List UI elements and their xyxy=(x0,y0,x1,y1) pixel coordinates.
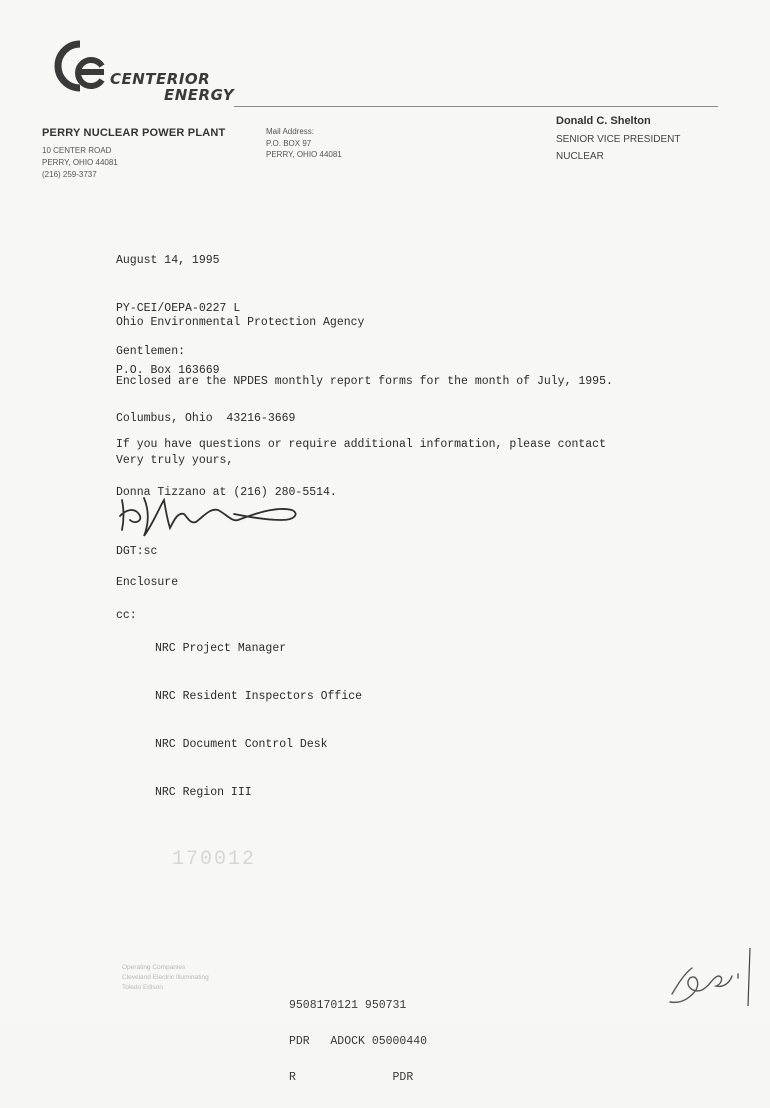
recipient-line: Columbus, Ohio 43216-3669 xyxy=(116,412,296,425)
typist-initials: DGT:sc xyxy=(116,545,158,558)
cc-label: cc: xyxy=(116,609,137,622)
paragraph-2-line: If you have questions or require additional information, please contact xyxy=(116,438,606,451)
logo-text-energy: ENERGY xyxy=(164,86,235,104)
cc-list xyxy=(155,609,362,833)
mail-address xyxy=(266,138,342,160)
signature-scrawl xyxy=(114,492,304,540)
executive-title xyxy=(556,131,680,165)
faint-stamp-number: 170012 xyxy=(172,848,257,871)
salutation: Gentlemen: xyxy=(116,345,186,358)
executive-title-line: NUCLEAR xyxy=(556,151,604,162)
docket-line: 9508170121 950731 xyxy=(289,999,407,1012)
operating-companies-line: Cleveland Electric Illuminating xyxy=(122,974,209,981)
executive-title-line: SENIOR VICE PRESIDENT xyxy=(556,134,681,145)
mail-address-line: P.O. BOX 97 xyxy=(266,139,312,148)
paragraph-2-line: Donna Tizzano at (216) 280-5514. xyxy=(116,486,337,499)
plant-address-line: 10 CENTER ROAD xyxy=(42,146,112,155)
cc-item: NRC Document Control Desk xyxy=(155,738,328,751)
closing: Very truly yours, xyxy=(116,454,234,467)
cc-item: NRC Project Manager xyxy=(155,642,287,655)
cc-item: NRC Resident Inspectors Office xyxy=(155,690,363,703)
letterhead-rule xyxy=(234,106,718,107)
plant-name: PERRY NUCLEAR POWER PLANT xyxy=(42,127,226,139)
recipient-line: Ohio Environmental Protection Agency xyxy=(116,316,365,329)
centerior-logo xyxy=(46,36,246,106)
operating-companies-line: Operating Companies xyxy=(122,964,186,971)
paragraph-1: Enclosed are the NPDES monthly report forms for the month of July, 1995. xyxy=(116,375,613,388)
plant-address-line: (216) 259-3737 xyxy=(42,170,97,179)
docket-line: R PDR xyxy=(289,1071,414,1084)
logo-text-centerior: CENTERIOR xyxy=(110,70,211,88)
mail-address-label: Mail Address: xyxy=(266,127,315,136)
operating-companies xyxy=(122,963,209,993)
docket-stamp xyxy=(289,976,427,1108)
ce-logo-mark-icon xyxy=(46,36,116,100)
executive-name: Donald C. Shelton xyxy=(556,115,651,127)
mail-address-line: PERRY, OHIO 44081 xyxy=(266,150,342,159)
letter-reference: PY-CEI/OEPA-0227 L xyxy=(116,302,241,315)
recipient-line: P.O. Box 163669 xyxy=(116,364,220,377)
letter-date: August 14, 1995 xyxy=(116,254,220,267)
operating-companies-line: Toledo Edison xyxy=(122,984,163,991)
docket-line: PDR ADOCK 05000440 xyxy=(289,1035,428,1048)
cc-item: NRC Region III xyxy=(155,786,252,799)
plant-address xyxy=(42,145,118,181)
plant-address-line: PERRY, OHIO 44081 xyxy=(42,158,118,167)
handwritten-mark xyxy=(662,944,762,1008)
enclosure-note: Enclosure xyxy=(116,576,179,589)
